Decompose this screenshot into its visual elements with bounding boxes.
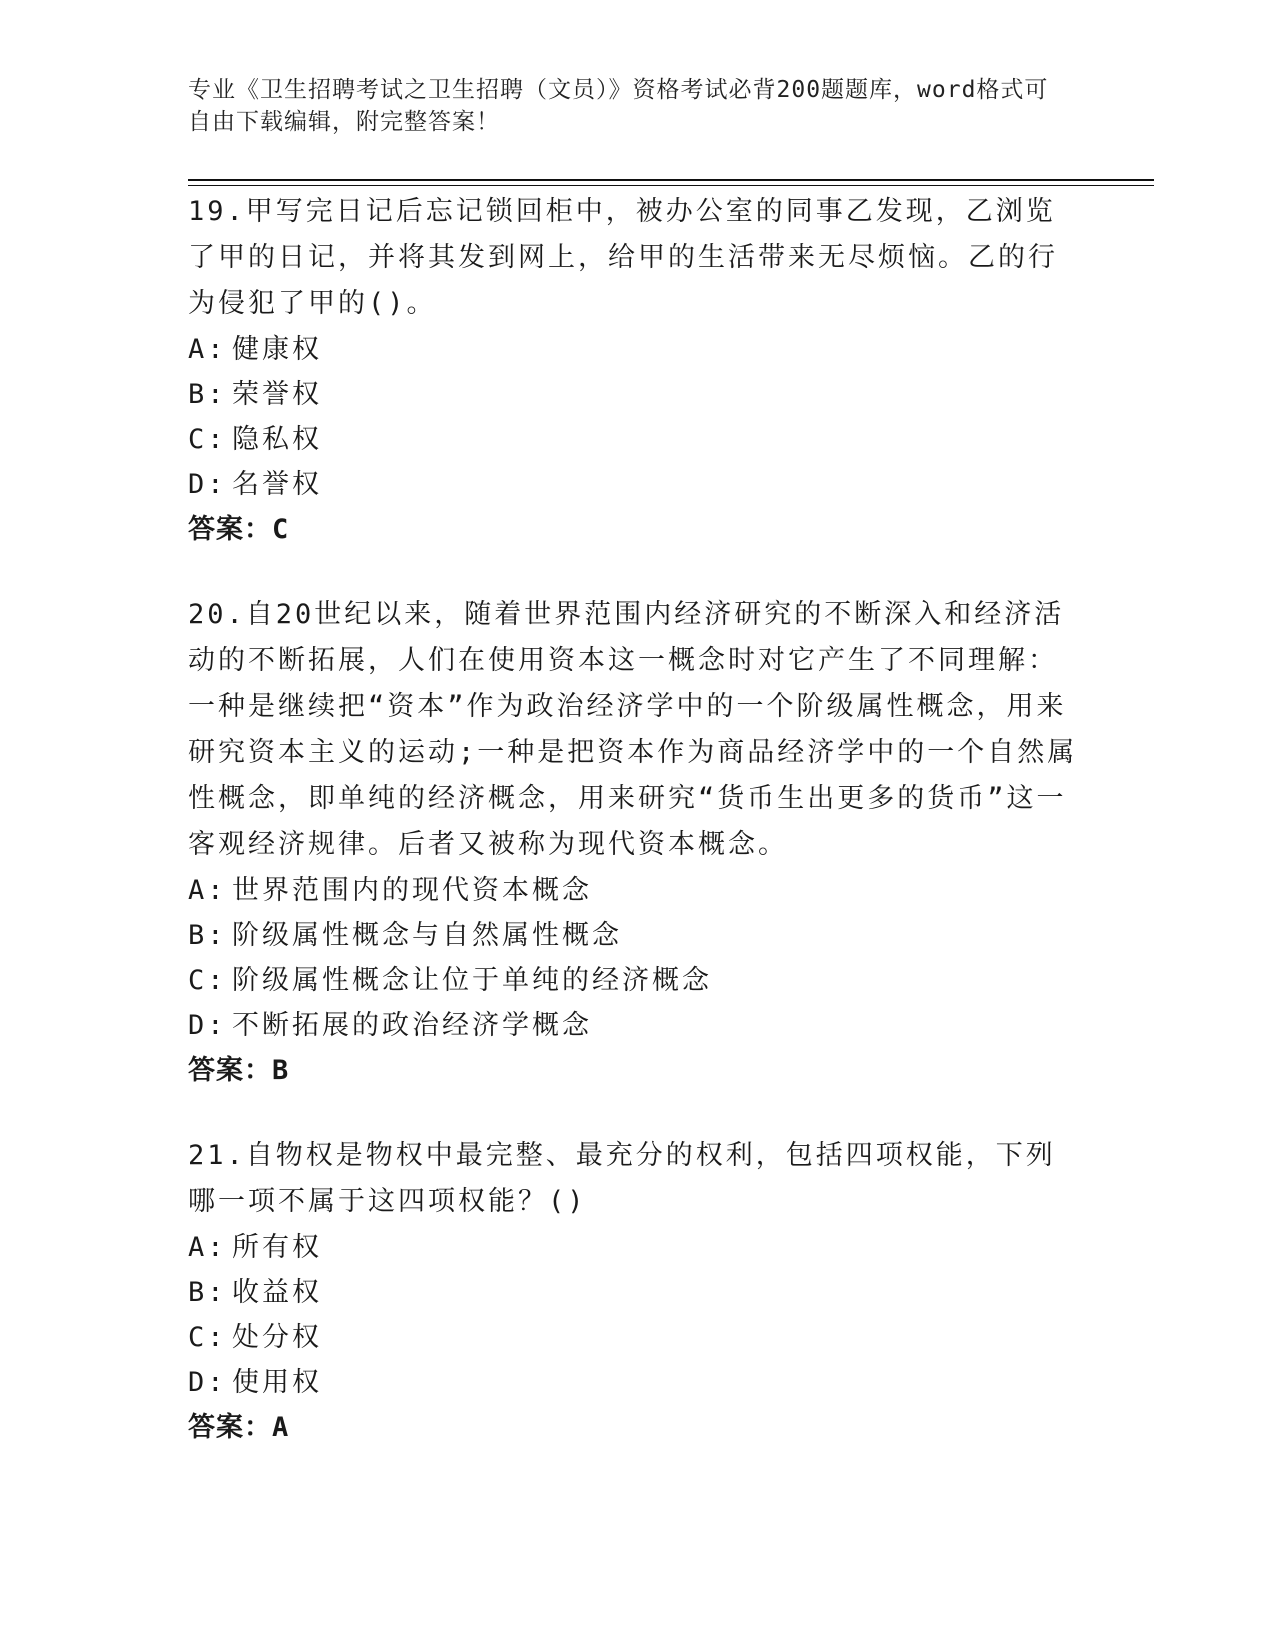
option-b bbox=[188, 1270, 1078, 1315]
option-key: D: bbox=[188, 1367, 227, 1398]
document-header: 专业《卫生招聘考试之卫生招聘（文员）》资格考试必背200题题库，word格式可自由下载编辑，附完整答案！ bbox=[188, 77, 1049, 135]
option-b bbox=[188, 372, 1078, 417]
option-key: B: bbox=[188, 1277, 227, 1308]
question-21 bbox=[188, 1133, 1078, 1450]
option-text: 健康权 bbox=[232, 334, 322, 365]
header-rule-thin bbox=[188, 185, 1154, 186]
option-key: A: bbox=[188, 334, 227, 365]
header-rule-thick bbox=[188, 179, 1154, 181]
question-20 bbox=[188, 592, 1078, 1093]
option-d bbox=[188, 1360, 1078, 1405]
option-text: 所有权 bbox=[232, 1232, 322, 1263]
option-key: B: bbox=[188, 379, 227, 410]
option-key: D: bbox=[188, 469, 227, 500]
option-key: A: bbox=[188, 1232, 227, 1263]
question-list bbox=[188, 189, 1078, 1450]
option-text: 荣誉权 bbox=[232, 379, 322, 410]
option-c bbox=[188, 1315, 1078, 1360]
option-c bbox=[188, 417, 1078, 462]
option-a bbox=[188, 1225, 1078, 1270]
option-key: C: bbox=[188, 424, 227, 455]
option-d bbox=[188, 1003, 1078, 1048]
option-text: 隐私权 bbox=[232, 424, 322, 455]
option-text: 处分权 bbox=[232, 1322, 322, 1353]
option-key: D: bbox=[188, 1010, 227, 1041]
option-d bbox=[188, 462, 1078, 507]
option-text: 阶级属性概念让位于单纯的经济概念 bbox=[232, 965, 712, 996]
question-stem: 19.甲写完日记后忘记锁回柜中，被办公室的同事乙发现，乙浏览了甲的日记，并将其发到网上，给甲的生活带来无尽烦恼。乙的行为侵犯了甲的()。 bbox=[188, 196, 1058, 319]
option-text: 阶级属性概念与自然属性概念 bbox=[232, 920, 622, 951]
option-key: A: bbox=[188, 875, 227, 906]
option-key: B: bbox=[188, 920, 227, 951]
option-text: 收益权 bbox=[232, 1277, 322, 1308]
option-c bbox=[188, 958, 1078, 1003]
question-stem: 21.自物权是物权中最完整、最充分的权利，包括四项权能，下列哪一项不属于这四项权能？() bbox=[188, 1140, 1056, 1217]
option-key: C: bbox=[188, 965, 227, 996]
question-stem: 20.自20世纪以来，随着世界范围内经济研究的不断深入和经济活动的不断拓展，人们在使用资本这一概念时对它产生了不同理解：一种是继续把“资本”作为政治经济学中的一个阶级属性概念，用来研究资本主义的运动;一种是把资本作为商品经济学中的一个自然属性概念，即单纯的经济概念，用来研究“货币生出更多的货币”这一客观经济规律。后者又被称为现代资本概念。 bbox=[188, 599, 1078, 860]
option-a bbox=[188, 327, 1078, 372]
answer-line: 答案：B bbox=[188, 1055, 290, 1086]
answer-line: 答案：A bbox=[188, 1412, 290, 1443]
option-key: C: bbox=[188, 1322, 227, 1353]
option-a bbox=[188, 868, 1078, 913]
question-19 bbox=[188, 189, 1078, 552]
option-b bbox=[188, 913, 1078, 958]
option-text: 名誉权 bbox=[232, 469, 322, 500]
answer-line: 答案：C bbox=[188, 514, 290, 545]
option-text: 使用权 bbox=[232, 1367, 322, 1398]
option-text: 不断拓展的政治经济学概念 bbox=[232, 1010, 592, 1041]
option-text: 世界范围内的现代资本概念 bbox=[232, 875, 592, 906]
